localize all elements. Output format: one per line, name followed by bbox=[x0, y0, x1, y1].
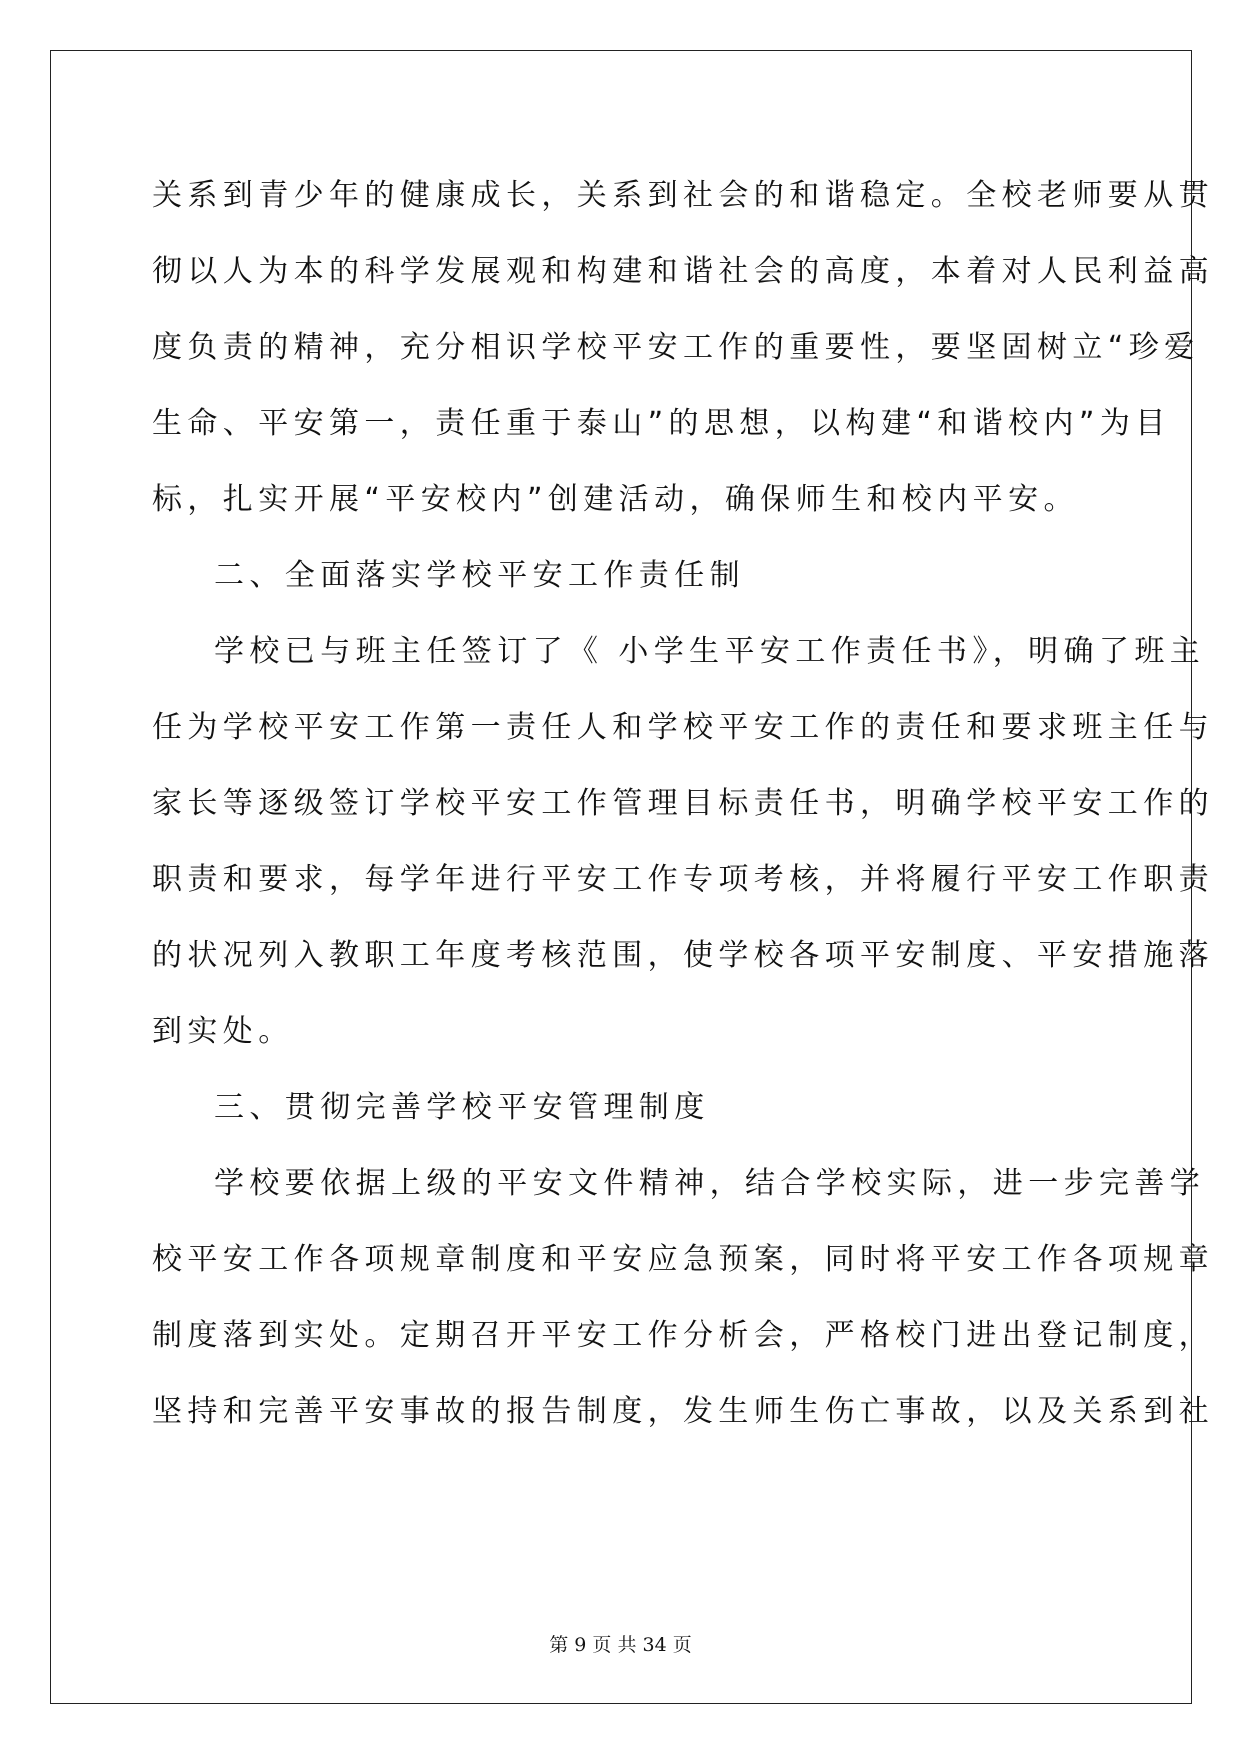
body-line: 关系到青少年的健康成长，关系到社会的和谐稳定。全校老师要从贯 bbox=[152, 178, 1214, 213]
page-footer: 第 9 页 共 34 页 bbox=[549, 1634, 692, 1656]
paragraph-first-line: 学校已与班主任签订了《 小学生平安工作责任书》，明确了班主 bbox=[214, 634, 1206, 669]
body-line: 彻以人为本的科学发展观和构建和谐社会的高度，本着对人民利益高 bbox=[152, 254, 1214, 289]
section-heading: 二、全面落实学校平安工作责任制 bbox=[214, 558, 745, 593]
document-body bbox=[152, 158, 1214, 1450]
section-heading: 三、贯彻完善学校平安管理制度 bbox=[214, 1090, 710, 1125]
body-line: 的状况列入教职工年度考核范围，使学校各项平安制度、平安措施落 bbox=[152, 938, 1214, 973]
body-line: 度负责的精神，充分相识学校平安工作的重要性，要坚固树立“珍爱 bbox=[152, 330, 1200, 365]
body-line: 校平安工作各项规章制度和平安应急预案，同时将平安工作各项规章 bbox=[152, 1242, 1214, 1277]
body-line: 到实处。 bbox=[152, 1014, 294, 1049]
body-line: 制度落到实处。定期召开平安工作分析会，严格校门进出登记制度， bbox=[152, 1318, 1214, 1353]
body-line: 坚持和完善平安事故的报告制度，发生师生伤亡事故，以及关系到社 bbox=[152, 1394, 1214, 1429]
body-line: 标，扎实开展“平安校内”创建活动，确保师生和校内平安。 bbox=[152, 482, 1079, 517]
body-line: 职责和要求，每学年进行平安工作专项考核，并将履行平安工作职责 bbox=[152, 862, 1214, 897]
body-line: 家长等逐级签订学校平安工作管理目标责任书，明确学校平安工作的 bbox=[152, 786, 1214, 821]
body-line: 生命、平安第一，责任重于泰山”的思想，以构建“和谐校内”为目 bbox=[152, 406, 1171, 441]
paragraph-first-line: 学校要依据上级的平安文件精神，结合学校实际，进一步完善学 bbox=[214, 1166, 1206, 1201]
body-line: 任为学校平安工作第一责任人和学校平安工作的责任和要求班主任与 bbox=[152, 710, 1214, 745]
